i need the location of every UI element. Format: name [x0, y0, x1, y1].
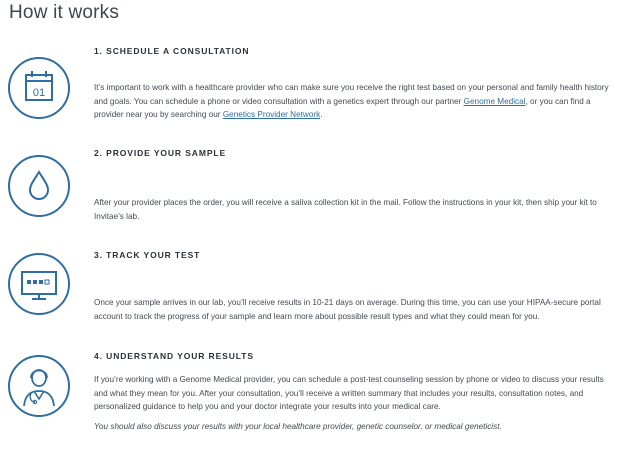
counselor-icon — [7, 354, 71, 418]
step-1-text-b: , or you can find a provider near you by searching our — [94, 96, 591, 119]
step-4-note: You should also discuss your results with your local healthcare provider, genetic counselor, or medical geneticist. — [94, 421, 502, 431]
step-4-body — [94, 373, 612, 433]
page-title: How it works — [9, 2, 120, 23]
step-1-heading: 1. SCHEDULE A CONSULTATION — [94, 46, 250, 56]
genetics-provider-network-link[interactable]: Genetics Provider Network — [222, 110, 321, 119]
step-3-heading: 3. TRACK YOUR TEST — [94, 250, 201, 260]
step-2-heading: 2. PROVIDE YOUR SAMPLE — [94, 148, 227, 158]
step-3-text: Once your sample arrives in our lab, you’ll receive results in 10-21 days on average. During this time, you can use your HIPAA-secure portal account to track the progress of your sample and learn more about possible result types and what they could mean for you. — [94, 298, 601, 321]
calendar-day: 01 — [32, 87, 46, 99]
step-2-body — [94, 196, 612, 223]
step-1-text-c: . — [320, 110, 323, 119]
step-2-text: After your provider places the order, you will receive a saliva collection kit in the mail. Follow the instructions in your kit, then ship your kit to Invitae’s lab. — [94, 198, 597, 221]
monitor-icon — [7, 252, 71, 316]
step-3-body — [94, 296, 612, 323]
genome-medical-link[interactable]: Genome Medical — [463, 96, 526, 106]
step-1-text-a: It’s important to work with a healthcare provider who can make sure you receive the right test based on your personal and family health history and goals. You can schedule a phone or video consultation with a genetics expert through our partner — [94, 83, 609, 106]
step-4-text: If you’re working with a Genome Medical provider, you can schedule a post-test counseling session by phone or video to discuss your results and what they mean for you. After your consultation, you’ll receive a written summary that includes your results, consultation notes, and personalized guidance to help you and your doctor integrate your results into your medical care. — [94, 375, 604, 411]
droplet-icon — [7, 154, 71, 218]
calendar-icon — [7, 56, 71, 120]
step-1-body — [94, 81, 612, 122]
step-4-heading: 4. UNDERSTAND YOUR RESULTS — [94, 351, 254, 361]
